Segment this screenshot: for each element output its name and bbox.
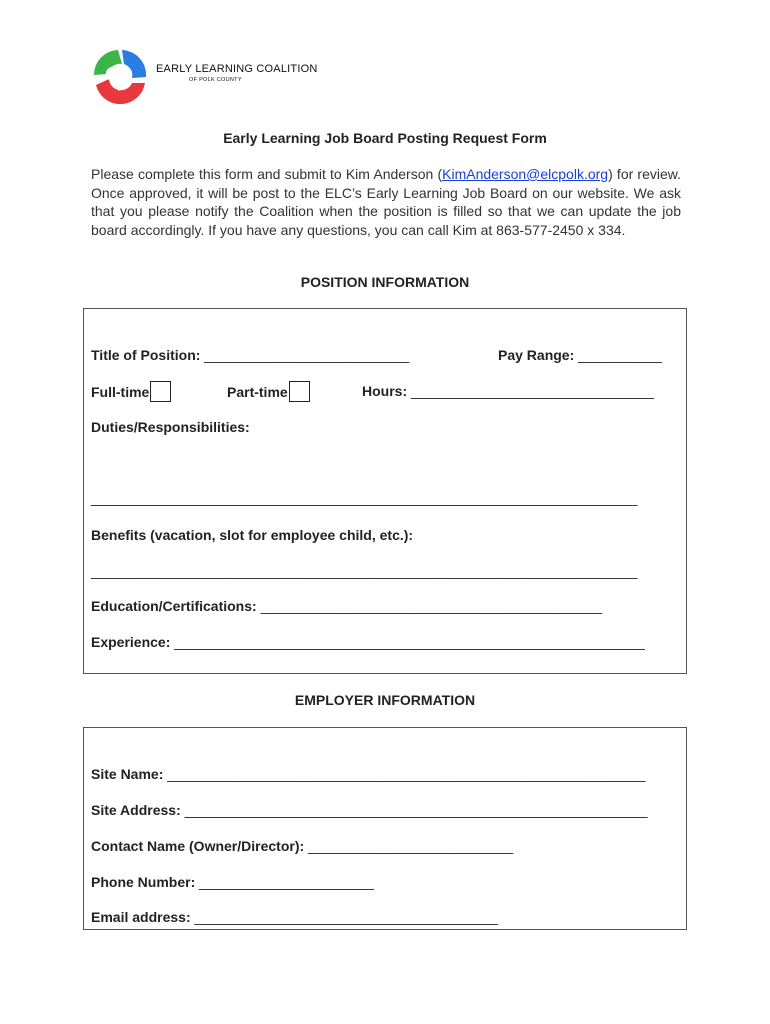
contact-name-field[interactable]: [91, 838, 513, 854]
site-address-field[interactable]: [91, 802, 647, 818]
employer-box: [83, 727, 687, 930]
form-title: Early Learning Job Board Posting Request Form: [223, 130, 547, 146]
position-title-field[interactable]: [91, 347, 409, 363]
email-blank[interactable]: ________________________________________: [194, 909, 498, 925]
site-name-field[interactable]: [91, 766, 645, 782]
parttime-label: Part-time: [227, 384, 288, 401]
site-name-label: Site Name:: [91, 766, 164, 782]
intro-paragraph: [91, 165, 681, 239]
pay-range-label: Pay Range:: [498, 347, 575, 363]
benefits-line[interactable]: ________________________________________________________________________: [91, 563, 638, 579]
site-address-blank[interactable]: _____________________________________________________________: [184, 802, 648, 818]
parttime-checkbox[interactable]: [289, 381, 310, 402]
duties-label: Duties/Responsibilities:: [91, 419, 250, 435]
phone-label: Phone Number:: [91, 874, 196, 890]
fulltime-label: Full-time: [91, 384, 150, 401]
intro-text-after: ) for review. Once approved, it will be post to the ELC’s Early Learning Job Board on our website. We ask that you please notify the Coalition when the position is filled so that we can update the job board accordingly. If you have any questions, you can call Kim at 863-577-2450 x 334.: [91, 166, 682, 238]
site-address-label: Site Address:: [91, 802, 181, 818]
email-label: Email address:: [91, 909, 191, 925]
pay-range-field[interactable]: [498, 347, 662, 363]
experience-blank[interactable]: ______________________________________________________________: [174, 634, 645, 650]
fulltime-option[interactable]: [91, 383, 171, 404]
logo-name: EARLY LEARNING COALITION: [156, 63, 318, 75]
experience-label: Experience:: [91, 634, 171, 650]
parttime-option[interactable]: [227, 383, 310, 404]
education-label: Education/Certifications:: [91, 598, 257, 614]
experience-field[interactable]: [91, 634, 645, 650]
logo-subname: OF POLK COUNTY: [189, 77, 242, 83]
hours-blank[interactable]: ________________________________: [411, 383, 654, 399]
site-name-blank[interactable]: _______________________________________________________________: [167, 766, 646, 782]
position-title-blank[interactable]: ___________________________: [204, 347, 410, 363]
duties-line[interactable]: ________________________________________________________________________: [91, 490, 638, 506]
contact-name-blank[interactable]: ___________________________: [308, 838, 513, 854]
email-link[interactable]: KimAnderson@elcpolk.org: [442, 166, 609, 182]
elc-logo: [88, 45, 318, 107]
heart-logo-icon: [88, 45, 150, 107]
intro-text-before: Please complete this form and submit to Kim Anderson (: [91, 166, 443, 182]
contact-name-label: Contact Name (Owner/Director):: [91, 838, 305, 854]
phone-blank[interactable]: _______________________: [199, 874, 374, 890]
education-blank[interactable]: _____________________________________________: [260, 598, 602, 614]
education-field[interactable]: [91, 598, 602, 614]
hours-field[interactable]: [362, 383, 654, 399]
email-field[interactable]: [91, 909, 498, 925]
position-title-label: Title of Position:: [91, 347, 201, 363]
fulltime-checkbox[interactable]: [150, 381, 171, 402]
benefits-label: Benefits (vacation, slot for employee child, etc.):: [91, 527, 414, 543]
position-heading: POSITION INFORMATION: [300, 274, 470, 290]
employer-heading: EMPLOYER INFORMATION: [294, 692, 476, 708]
pay-range-blank[interactable]: ___________: [578, 347, 662, 363]
phone-field[interactable]: [91, 874, 374, 890]
hours-label: Hours:: [362, 383, 408, 399]
